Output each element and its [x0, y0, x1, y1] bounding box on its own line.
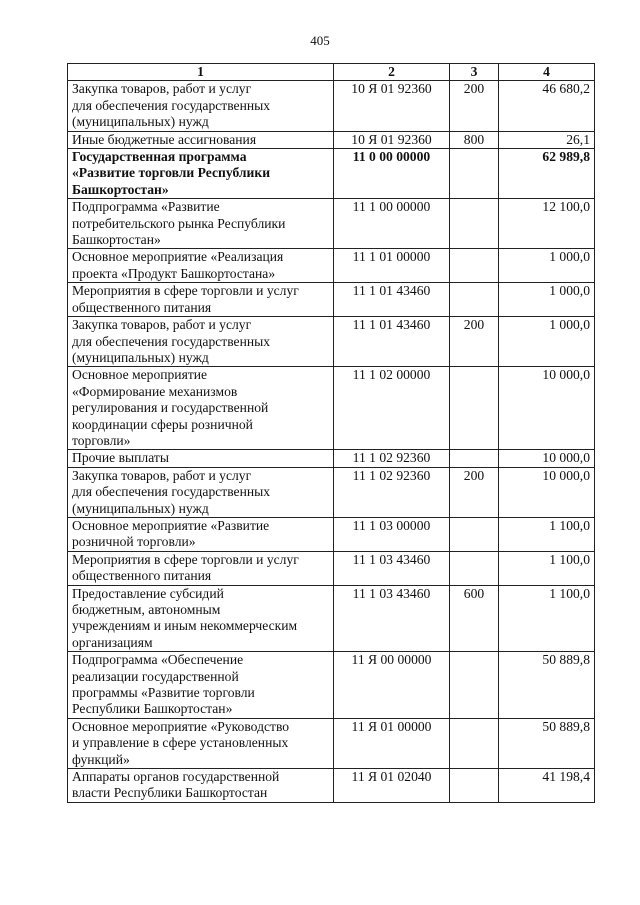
cell-code: 10 Я 01 92360 — [334, 81, 450, 131]
table-row — [68, 585, 595, 652]
column-header-name: 1 — [68, 64, 334, 81]
cell-code: 11 Я 00 00000 — [334, 652, 450, 719]
cell-amount: 62 989,8 — [499, 149, 595, 199]
cell-kind — [450, 199, 499, 249]
table-row — [68, 652, 595, 719]
cell-amount: 10 000,0 — [499, 367, 595, 450]
column-header-amount: 4 — [499, 64, 595, 81]
table-body — [68, 81, 595, 802]
table-row — [68, 551, 595, 585]
cell-kind — [450, 551, 499, 585]
cell-amount: 1 000,0 — [499, 317, 595, 367]
cell-amount: 1 000,0 — [499, 283, 595, 317]
column-header-code: 2 — [334, 64, 450, 81]
cell-name: Прочие выплаты — [68, 450, 334, 467]
cell-code: 11 1 03 00000 — [334, 517, 450, 551]
cell-kind: 200 — [450, 317, 499, 367]
budget-table — [67, 63, 595, 803]
cell-name: Основное мероприятие «Реализация проекта «Продукт Башкортостана» — [68, 249, 334, 283]
cell-kind — [450, 249, 499, 283]
cell-code: 11 1 03 43460 — [334, 585, 450, 652]
cell-amount: 46 680,2 — [499, 81, 595, 131]
table-row — [68, 317, 595, 367]
cell-kind — [450, 367, 499, 450]
cell-kind: 200 — [450, 467, 499, 517]
cell-kind — [450, 149, 499, 199]
cell-amount: 12 100,0 — [499, 199, 595, 249]
cell-code: 11 Я 01 02040 — [334, 769, 450, 803]
cell-amount: 1 100,0 — [499, 551, 595, 585]
cell-kind: 600 — [450, 585, 499, 652]
cell-name: Государственная программа «Развитие торговли Республики Башкортостан» — [68, 149, 334, 199]
table-row — [68, 517, 595, 551]
cell-code: 10 Я 01 92360 — [334, 131, 450, 148]
cell-kind: 800 — [450, 131, 499, 148]
table-row — [68, 81, 595, 131]
table-header-row — [68, 64, 595, 81]
cell-amount: 1 000,0 — [499, 249, 595, 283]
cell-amount: 26,1 — [499, 131, 595, 148]
cell-name: Закупка товаров, работ и услуг для обеспечения государственных (муниципальных) нужд — [68, 467, 334, 517]
cell-name: Закупка товаров, работ и услуг для обеспечения государственных (муниципальных) нужд — [68, 317, 334, 367]
table-row — [68, 467, 595, 517]
cell-code: 11 1 02 92360 — [334, 450, 450, 467]
column-header-kind: 3 — [450, 64, 499, 81]
cell-name: Мероприятия в сфере торговли и услуг общественного питания — [68, 551, 334, 585]
table-row — [68, 769, 595, 803]
cell-name: Иные бюджетные ассигнования — [68, 131, 334, 148]
cell-kind — [450, 517, 499, 551]
table-row — [68, 249, 595, 283]
table-row — [68, 450, 595, 467]
cell-kind — [450, 283, 499, 317]
table-row — [68, 718, 595, 768]
cell-code: 11 1 02 92360 — [334, 467, 450, 517]
cell-name: Предоставление субсидий бюджетным, автономным учреждениям и иным некоммерческим организациям — [68, 585, 334, 652]
cell-amount: 50 889,8 — [499, 718, 595, 768]
cell-code: 11 1 00 00000 — [334, 199, 450, 249]
cell-code: 11 1 02 00000 — [334, 367, 450, 450]
cell-amount: 41 198,4 — [499, 769, 595, 803]
cell-code: 11 1 01 43460 — [334, 283, 450, 317]
cell-code: 11 0 00 00000 — [334, 149, 450, 199]
cell-code: 11 Я 01 00000 — [334, 718, 450, 768]
cell-code: 11 1 01 00000 — [334, 249, 450, 283]
cell-name: Подпрограмма «Обеспечение реализации государственной программы «Развитие торговли Республики Башкортостан» — [68, 652, 334, 719]
cell-amount: 10 000,0 — [499, 450, 595, 467]
cell-name: Закупка товаров, работ и услуг для обеспечения государственных (муниципальных) нужд — [68, 81, 334, 131]
cell-amount: 1 100,0 — [499, 585, 595, 652]
cell-name: Мероприятия в сфере торговли и услуг общественного питания — [68, 283, 334, 317]
cell-name: Основное мероприятие «Руководство и управление в сфере установленных функций» — [68, 718, 334, 768]
cell-code: 11 1 01 43460 — [334, 317, 450, 367]
cell-name: Аппараты органов государственной власти Республики Башкортостан — [68, 769, 334, 803]
cell-amount: 10 000,0 — [499, 467, 595, 517]
cell-kind — [450, 718, 499, 768]
cell-kind — [450, 652, 499, 719]
cell-name: Основное мероприятие «Формирование механизмов регулирования и государственной координации сферы розничной торговли» — [68, 367, 334, 450]
cell-name: Подпрограмма «Развитие потребительского рынка Республики Башкортостан» — [68, 199, 334, 249]
table-row — [68, 131, 595, 148]
table-row — [68, 283, 595, 317]
table-row — [68, 367, 595, 450]
table-row — [68, 199, 595, 249]
cell-kind: 200 — [450, 81, 499, 131]
cell-kind — [450, 450, 499, 467]
cell-amount: 1 100,0 — [499, 517, 595, 551]
cell-amount: 50 889,8 — [499, 652, 595, 719]
cell-kind — [450, 769, 499, 803]
cell-code: 11 1 03 43460 — [334, 551, 450, 585]
cell-name: Основное мероприятие «Развитие розничной торговли» — [68, 517, 334, 551]
page-number: 405 — [310, 33, 330, 48]
table-row — [68, 149, 595, 199]
